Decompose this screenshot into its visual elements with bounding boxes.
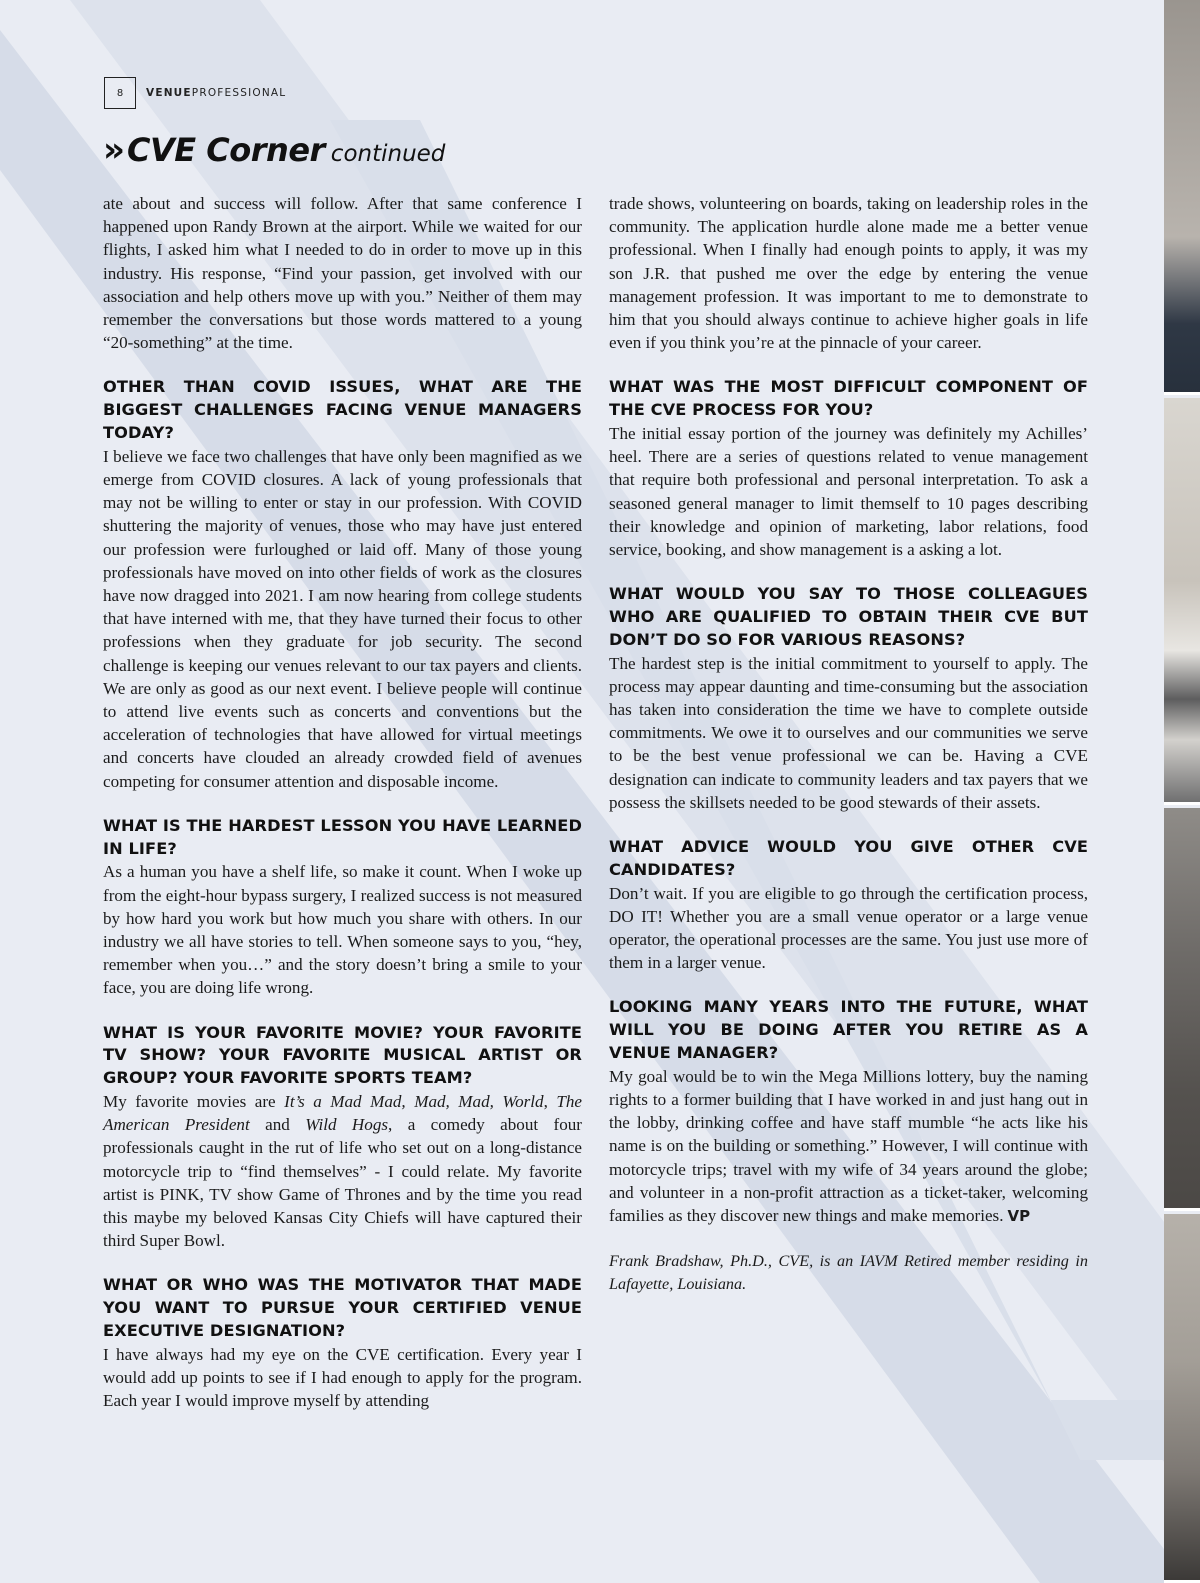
magazine-name-bold: VENUE: [146, 87, 192, 99]
movie-title: Wild Hogs: [305, 1115, 389, 1135]
question-heading: WHAT IS YOUR FAVORITE MOVIE? YOUR FAVORITE TV SHOW? YOUR FAVORITE MUSICAL ARTIST OR GROUP? YOUR FAVORITE SPORTS TEAM?: [103, 1022, 582, 1088]
double-chevron-right-icon: ››: [103, 130, 120, 170]
body-paragraph: I believe we face two challenges that have only been magnified as we emerge from COVID closures. A lack of young professionals that may not be willing to enter or stay in our profession. With COVID shuttering the majority of venues, those who may have just entered our profession were furloughed or laid off. Many of those young professionals have moved on into other fields of work as the closures have now dragged into 2021. I am now hearing from college students that have interned with me, that they have turned their focus to other professions when they graduate for job security. The second challenge is keeping our venues relevant to our tax payers and clients. We are only as good as our next event. I believe people will continue to attend live events such as concerts and conventions but the acceleration of technologies that have allowed for virtual meetings and concerts have clouded an already crowded field of avenues competing for consumer attention and disposable income.: [103, 446, 582, 791]
movie-title: The American President: [103, 1092, 582, 1135]
section-title-subtitle: continued: [330, 141, 446, 167]
photo-strip-segment: [1164, 0, 1200, 395]
left-column: [103, 192, 582, 1412]
section-title-main: CVE Corner: [127, 131, 325, 169]
magazine-name: [146, 87, 286, 99]
page-number: 8: [104, 77, 136, 109]
question-heading: WHAT WAS THE MOST DIFFICULT COMPONENT OF THE CVE PROCESS FOR YOU?: [609, 377, 1088, 420]
end-mark: VP: [1007, 1207, 1031, 1226]
page-header: [104, 76, 286, 110]
movie-title: It’s a Mad Mad, Mad, Mad, World: [284, 1092, 544, 1112]
right-column: [609, 192, 1088, 1297]
section-title: [103, 130, 445, 170]
body-paragraph: Don’t wait. If you are eligible to go through the certification process, DO IT! Whether you are a small venue operator or a large venue operator, the operational processes are the same. You just use more of them in a larger venue.: [609, 883, 1088, 973]
question-heading: WHAT IS THE HARDEST LESSON YOU HAVE LEARNED IN LIFE?: [103, 815, 582, 858]
body-paragraph: The hardest step is the initial commitment to yourself to apply. The process may appear daunting and time-consuming but the association has taken into consideration the time we have to complete outside commitments. We owe it to ourselves and our communities we serve to be the best venue professional we can be. Having a CVE designation can indicate to community leaders and tax payers that we possess the skillsets needed to be good stewards of their assets.: [609, 653, 1088, 812]
magazine-name-light: PROFESSIONAL: [191, 87, 287, 99]
body-paragraph: [609, 1065, 1088, 1228]
author-bio: Frank Bradshaw, Ph.D., CVE, is an IAVM Retired member residing in Lafayette, Louisiana.: [609, 1252, 1088, 1294]
question-heading: OTHER THAN COVID ISSUES, WHAT ARE THE BIGGEST CHALLENGES FACING VENUE MANAGERS TODAY?: [103, 377, 582, 443]
question-heading: LOOKING MANY YEARS INTO THE FUTURE, WHAT WILL YOU BE DOING AFTER YOU RETIRE AS A VENUE MANAGER?: [609, 997, 1088, 1063]
body-paragraph: The initial essay portion of the journey was definitely my Achilles’ heel. There are a series of questions related to venue management that require both professional and personal interpretation. To ask a seasoned general manager to limit themself to 10 pages describing their knowledge and opinion of marketing, labor relations, food service, booking, and show management is a asking a lot.: [609, 424, 1088, 560]
photo-strip-segment: [1164, 398, 1200, 805]
question-heading: WHAT ADVICE WOULD YOU GIVE OTHER CVE CANDIDATES?: [609, 837, 1088, 879]
answer-text: ,: [543, 1092, 557, 1112]
photo-strip-segment: [1164, 1214, 1200, 1583]
right-photo-strip: [1164, 0, 1200, 1583]
photo-strip-segment: [1164, 808, 1200, 1211]
body-paragraph: ate about and success will follow. After that same conference I happened upon Randy Brown at the airport. While we waited for our flights, I asked him what I needed to do in order to move up in this industry. His response, “Find your passion, get involved with our association and help others move up with you.” Neither of them may remember the conversations but those words mattered to a young “20-something” at the time.: [103, 194, 582, 353]
question-heading: WHAT WOULD YOU SAY TO THOSE COLLEAGUES WHO ARE QUALIFIED TO OBTAIN THEIR CVE BUT DON’T DO SO FOR VARIOUS REASONS?: [609, 584, 1088, 649]
body-paragraph: trade shows, volunteering on boards, taking on leadership roles in the community. The application hurdle alone made me a better venue professional. When I finally had enough points to apply, it was my son J.R. that pushed me over the edge by entering the venue management profession. It was important to me to demonstrate to him that you should always continue to achieve higher goals in life even if you think you’re at the pinnacle of your career.: [609, 194, 1088, 353]
answer-text: , a comedy about four professionals caught in the rut of life who set out on a long-distance motorcycle trip to “find themselves” - I could relate. My favorite artist is PINK, TV show Game of Thrones and by the time you read this maybe my beloved Kansas City Chiefs will have captured their third Super Bowl.: [103, 1115, 583, 1251]
body-paragraph: As a human you have a shelf life, so make it count. When I woke up from the eight-hour bypass surgery, I realized success is not measured by how hard you work but how much you share with others. In our industry we all have stories to tell. When someone says to you, “hey, remember when you…” and the story doesn’t bring a smile to your face, you are doing life wrong.: [103, 862, 582, 998]
answer-text: My favorite movies are: [103, 1092, 285, 1112]
body-paragraph: I have always had my eye on the CVE certification. Every year I would add up points to see if I had enough to apply for the program. Each year I would improve myself by attending: [103, 1344, 582, 1411]
body-paragraph: [103, 1090, 582, 1252]
answer-text: My goal would be to win the Mega Millions lottery, buy the naming rights to a former building that I have worked in and just hang out in the lobby, drinking coffee and have staff mumble “he acts like his name is on the building or something.” However, I will continue with motorcycle trips; travel with my wife of 34 years around the globe; and volunteer in a non-profit attraction as a ticket-taker, welcoming families as they discover new things and make memories.: [609, 1066, 1088, 1226]
answer-text: and: [249, 1115, 306, 1135]
question-heading: WHAT OR WHO WAS THE MOTIVATOR THAT MADE YOU WANT TO PURSUE YOUR CERTIFIED VENUE EXECUTIVE DESIGNATION?: [103, 1275, 582, 1341]
